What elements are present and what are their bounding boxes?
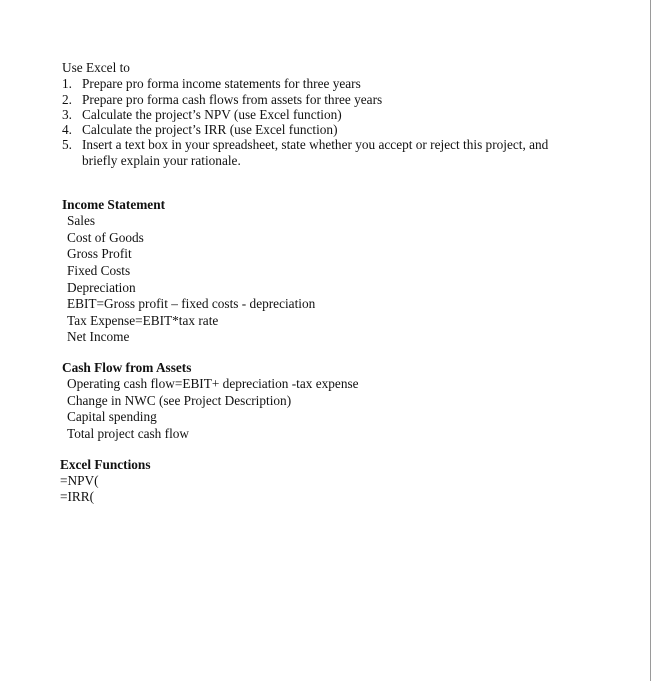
list-item: EBIT=Gross profit – fixed costs - depreciation (67, 296, 316, 311)
list-item: Operating cash flow=EBIT+ depreciation -tax expense (67, 376, 359, 391)
list-item-text: Prepare pro forma income statements for three years (82, 76, 361, 91)
section-heading: Cash Flow from Assets (62, 360, 192, 375)
list-number: 5. (62, 137, 72, 152)
list-number: 3. (62, 107, 72, 122)
list-item: Sales (67, 213, 96, 228)
section-heading: Income Statement (62, 197, 166, 212)
list-item-text: Calculate the project’s IRR (use Excel function) (82, 122, 338, 137)
list-item: Depreciation (67, 280, 136, 295)
list-number: 4. (62, 122, 72, 137)
intro-text: Use Excel to (62, 60, 130, 75)
list-number: 2. (62, 92, 72, 107)
list-item: =IRR( (60, 489, 95, 504)
section-heading: Excel Functions (60, 457, 151, 472)
list-item: Change in NWC (see Project Description) (67, 393, 292, 408)
list-item: Total project cash flow (67, 426, 190, 441)
page-right-edge (650, 0, 651, 681)
list-item: Fixed Costs (67, 263, 131, 278)
list-item-text: Prepare pro forma cash flows from assets for three years (82, 92, 383, 107)
list-item: Net Income (67, 329, 130, 344)
list-number: 1. (62, 76, 72, 91)
list-item: Capital spending (67, 409, 157, 424)
list-item-text: Insert a text box in your spreadsheet, state whether you accept or reject this project, and (82, 137, 549, 152)
list-item: Gross Profit (67, 246, 132, 261)
list-item: Tax Expense=EBIT*tax rate (67, 313, 219, 328)
list-item-text-continued: briefly explain your rationale. (82, 153, 241, 168)
list-item-text: Calculate the project’s NPV (use Excel function) (82, 107, 342, 122)
list-item: =NPV( (60, 473, 99, 488)
list-item: Cost of Goods (67, 230, 144, 245)
